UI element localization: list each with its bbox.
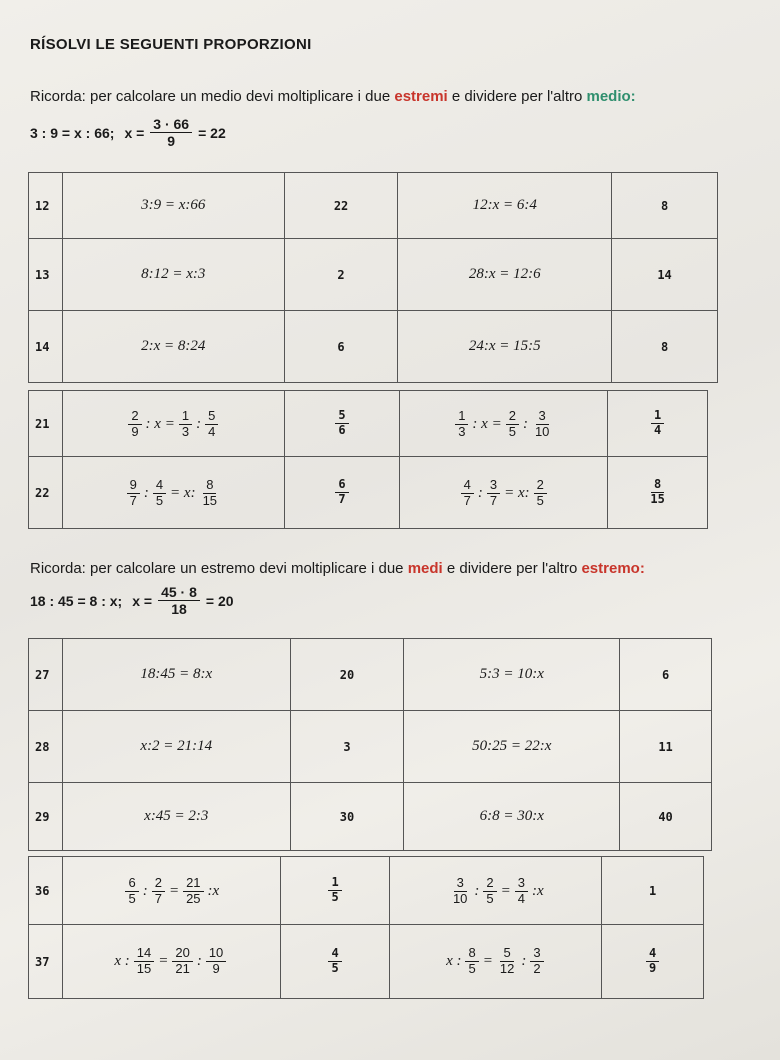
denominator: 7 — [129, 492, 137, 508]
table-medio-integers — [28, 172, 718, 383]
numerator: 3 — [530, 946, 543, 962]
proportion: 6:8 = 30:x — [404, 783, 620, 851]
table-row — [29, 925, 704, 999]
answer: 11 — [620, 711, 712, 783]
numerator: 4 — [461, 478, 474, 494]
operator: = — [168, 882, 180, 899]
numerator: 8 — [203, 478, 216, 494]
example-proportion: 3 : 9 = x : 66; — [30, 124, 115, 141]
rule-highlight: estremi — [394, 88, 448, 105]
answer — [280, 925, 390, 999]
denominator: 10 — [452, 890, 468, 906]
answer: 8 — [612, 311, 718, 383]
denominator: 21 — [175, 961, 190, 976]
answer: 1 — [602, 857, 704, 925]
denominator: 7 — [338, 492, 346, 506]
numerator: 5 — [500, 946, 513, 962]
example-result: = 20 — [205, 592, 234, 609]
rule-text: per calcolare un medio devi moltiplicare i due — [85, 88, 395, 105]
exercise-number: 29 — [29, 783, 63, 851]
proportion — [62, 857, 280, 925]
denominator: 9 — [648, 961, 657, 975]
answer — [602, 925, 704, 999]
page-title: RÍSOLVI LE SEGUENTI PROPORZIONI — [30, 36, 312, 53]
numerator: 6 — [335, 478, 348, 493]
operator: :x — [532, 882, 544, 899]
proportion: 3:9 = x:66 — [62, 173, 284, 239]
example-denominator: 18 — [171, 601, 187, 618]
denominator: 25 — [186, 890, 201, 906]
proportion: x:2 = 21:14 — [62, 711, 290, 783]
proportion: 24:x = 15:5 — [398, 311, 612, 383]
exercise-number: 27 — [29, 639, 63, 711]
table-row — [29, 391, 708, 457]
answer — [284, 457, 400, 529]
denominator: 6 — [338, 423, 346, 437]
proportion: 2:x = 8:24 — [62, 311, 284, 383]
answer — [280, 857, 390, 925]
operator: x : — [114, 953, 130, 969]
operator: = — [500, 882, 511, 899]
table-row — [29, 173, 718, 239]
denominator: 7 — [154, 890, 162, 906]
proportion — [390, 857, 602, 925]
proportion: 50:25 = 22:x — [404, 711, 620, 783]
proportion — [62, 457, 284, 529]
denominator: 5 — [536, 492, 544, 508]
numerator: 2 — [506, 409, 519, 425]
exercise-number: 22 — [29, 457, 63, 529]
proportion: 12:x = 6:4 — [398, 173, 612, 239]
denominator: 4 — [653, 423, 662, 437]
rule-text: e dividere per l'altro — [447, 88, 587, 105]
table-row — [29, 457, 708, 529]
proportion — [390, 925, 602, 999]
exercise-number: 12 — [29, 173, 63, 239]
table-estremo-fractions — [28, 856, 704, 999]
rule-highlight: medio: — [586, 88, 636, 105]
numerator: 10 — [206, 946, 226, 962]
rule-text: e dividere per l'altro — [442, 560, 582, 577]
numerator: 8 — [651, 478, 664, 493]
table-row — [29, 239, 718, 311]
denominator: 12 — [499, 961, 515, 976]
proportion — [62, 925, 280, 999]
operator: : x = — [145, 415, 175, 432]
exercise-number: 21 — [29, 391, 63, 457]
numerator: 14 — [134, 946, 154, 962]
rule-estremo — [30, 560, 645, 577]
operator: : — [196, 415, 202, 432]
denominator: 5 — [508, 423, 516, 439]
denominator: 5 — [331, 961, 339, 975]
denominator: 5 — [155, 492, 164, 508]
answer: 6 — [284, 311, 398, 383]
numerator: 6 — [125, 876, 138, 892]
numerator: 5 — [205, 409, 218, 425]
operator: : — [522, 415, 528, 432]
exercise-number: 36 — [29, 857, 63, 925]
operator: : x = — [472, 415, 502, 432]
answer: 6 — [620, 639, 712, 711]
numerator: 2 — [128, 409, 141, 425]
proportion — [400, 391, 608, 457]
numerator: 8 — [465, 946, 478, 962]
denominator: 15 — [202, 492, 218, 508]
proportion: 28:x = 12:6 — [398, 239, 612, 311]
numerator: 1 — [179, 409, 192, 425]
numerator: 3 — [536, 409, 549, 425]
example-medio — [30, 116, 226, 149]
numerator: 5 — [335, 409, 348, 424]
numerator: 4 — [153, 478, 166, 494]
table-row — [29, 711, 712, 783]
example-fraction — [158, 584, 200, 617]
numerator: 2 — [152, 876, 165, 892]
exercise-number: 37 — [29, 925, 63, 999]
answer: 20 — [290, 639, 404, 711]
example-numerator: 3 · 66 — [150, 116, 192, 133]
table-medio-fractions — [28, 390, 708, 529]
operator: : — [477, 484, 483, 501]
numerator: 2 — [534, 478, 547, 494]
numerator: 1 — [328, 876, 341, 891]
example-denominator: 9 — [167, 133, 176, 150]
rule-highlight: medi — [407, 560, 443, 577]
denominator: 7 — [463, 492, 471, 508]
table-estremo-integers — [28, 638, 712, 851]
denominator: 15 — [650, 492, 665, 506]
denominator: 4 — [208, 423, 216, 439]
operator: = — [158, 953, 169, 969]
example-result: = 22 — [198, 124, 226, 141]
numerator: 3 — [487, 478, 500, 494]
answer: 14 — [612, 239, 718, 311]
answer: 3 — [290, 711, 404, 783]
proportion: 8:12 = x:3 — [62, 239, 284, 311]
numerator: 3 — [454, 876, 467, 892]
denominator: 5 — [128, 890, 136, 906]
rule-text: per calcolare un estremo devi moltiplicare i due — [85, 560, 408, 577]
denominator: 5 — [486, 890, 494, 906]
denominator: 9 — [212, 961, 220, 976]
proportion — [400, 457, 608, 529]
rule-medio — [30, 88, 636, 105]
denominator: 15 — [136, 961, 152, 976]
numerator: 2 — [483, 876, 496, 892]
exercise-number: 14 — [29, 311, 63, 383]
numerator: 1 — [651, 409, 664, 424]
operator: : — [143, 484, 149, 501]
example-x: x = — [124, 124, 145, 141]
answer — [608, 391, 708, 457]
denominator: 3 — [181, 423, 190, 439]
denominator: 4 — [517, 890, 526, 906]
answer: 2 — [284, 239, 398, 311]
example-estremo — [30, 584, 234, 617]
operator: : — [474, 882, 480, 899]
example-fraction — [150, 116, 192, 149]
example-x: x = — [132, 592, 153, 609]
example-numerator: 45 · 8 — [158, 584, 200, 601]
proportion: 5:3 = 10:x — [404, 639, 620, 711]
answer: 40 — [620, 783, 712, 851]
answer: 22 — [284, 173, 398, 239]
operator: :x — [207, 882, 220, 899]
answer: 8 — [612, 173, 718, 239]
exercise-number: 13 — [29, 239, 63, 311]
numerator: 21 — [183, 876, 203, 892]
numerator: 9 — [127, 478, 140, 494]
denominator: 5 — [331, 890, 339, 904]
numerator: 3 — [515, 876, 528, 892]
table-row — [29, 311, 718, 383]
exercise-number: 28 — [29, 711, 63, 783]
proportion: 18:45 = 8:x — [62, 639, 290, 711]
operator: = x: — [504, 484, 530, 501]
rule-prefix: Ricorda: — [30, 88, 86, 105]
denominator: 9 — [131, 423, 139, 439]
proportion — [62, 391, 284, 457]
operator: : — [142, 882, 148, 899]
operator: = x: — [170, 484, 196, 501]
table-row — [29, 857, 704, 925]
example-proportion: 18 : 45 = 8 : x; — [30, 592, 123, 609]
numerator: 20 — [172, 946, 192, 962]
proportion: x:45 = 2:3 — [62, 783, 290, 851]
denominator: 3 — [458, 423, 466, 439]
numerator: 4 — [646, 947, 659, 962]
numerator: 4 — [328, 947, 341, 962]
rule-highlight: estremo: — [581, 560, 645, 577]
denominator: 5 — [468, 961, 476, 976]
operator: = — [482, 953, 493, 969]
answer — [284, 391, 400, 457]
operator: x : — [446, 953, 462, 969]
rule-prefix: Ricorda: — [30, 560, 86, 577]
denominator: 2 — [533, 961, 541, 976]
denominator: 7 — [489, 492, 498, 508]
numerator: 1 — [455, 409, 468, 425]
denominator: 10 — [534, 423, 550, 439]
answer — [608, 457, 708, 529]
table-row — [29, 783, 712, 851]
operator: : — [521, 953, 527, 969]
answer: 30 — [290, 783, 404, 851]
table-row — [29, 639, 712, 711]
operator: : — [196, 953, 202, 969]
